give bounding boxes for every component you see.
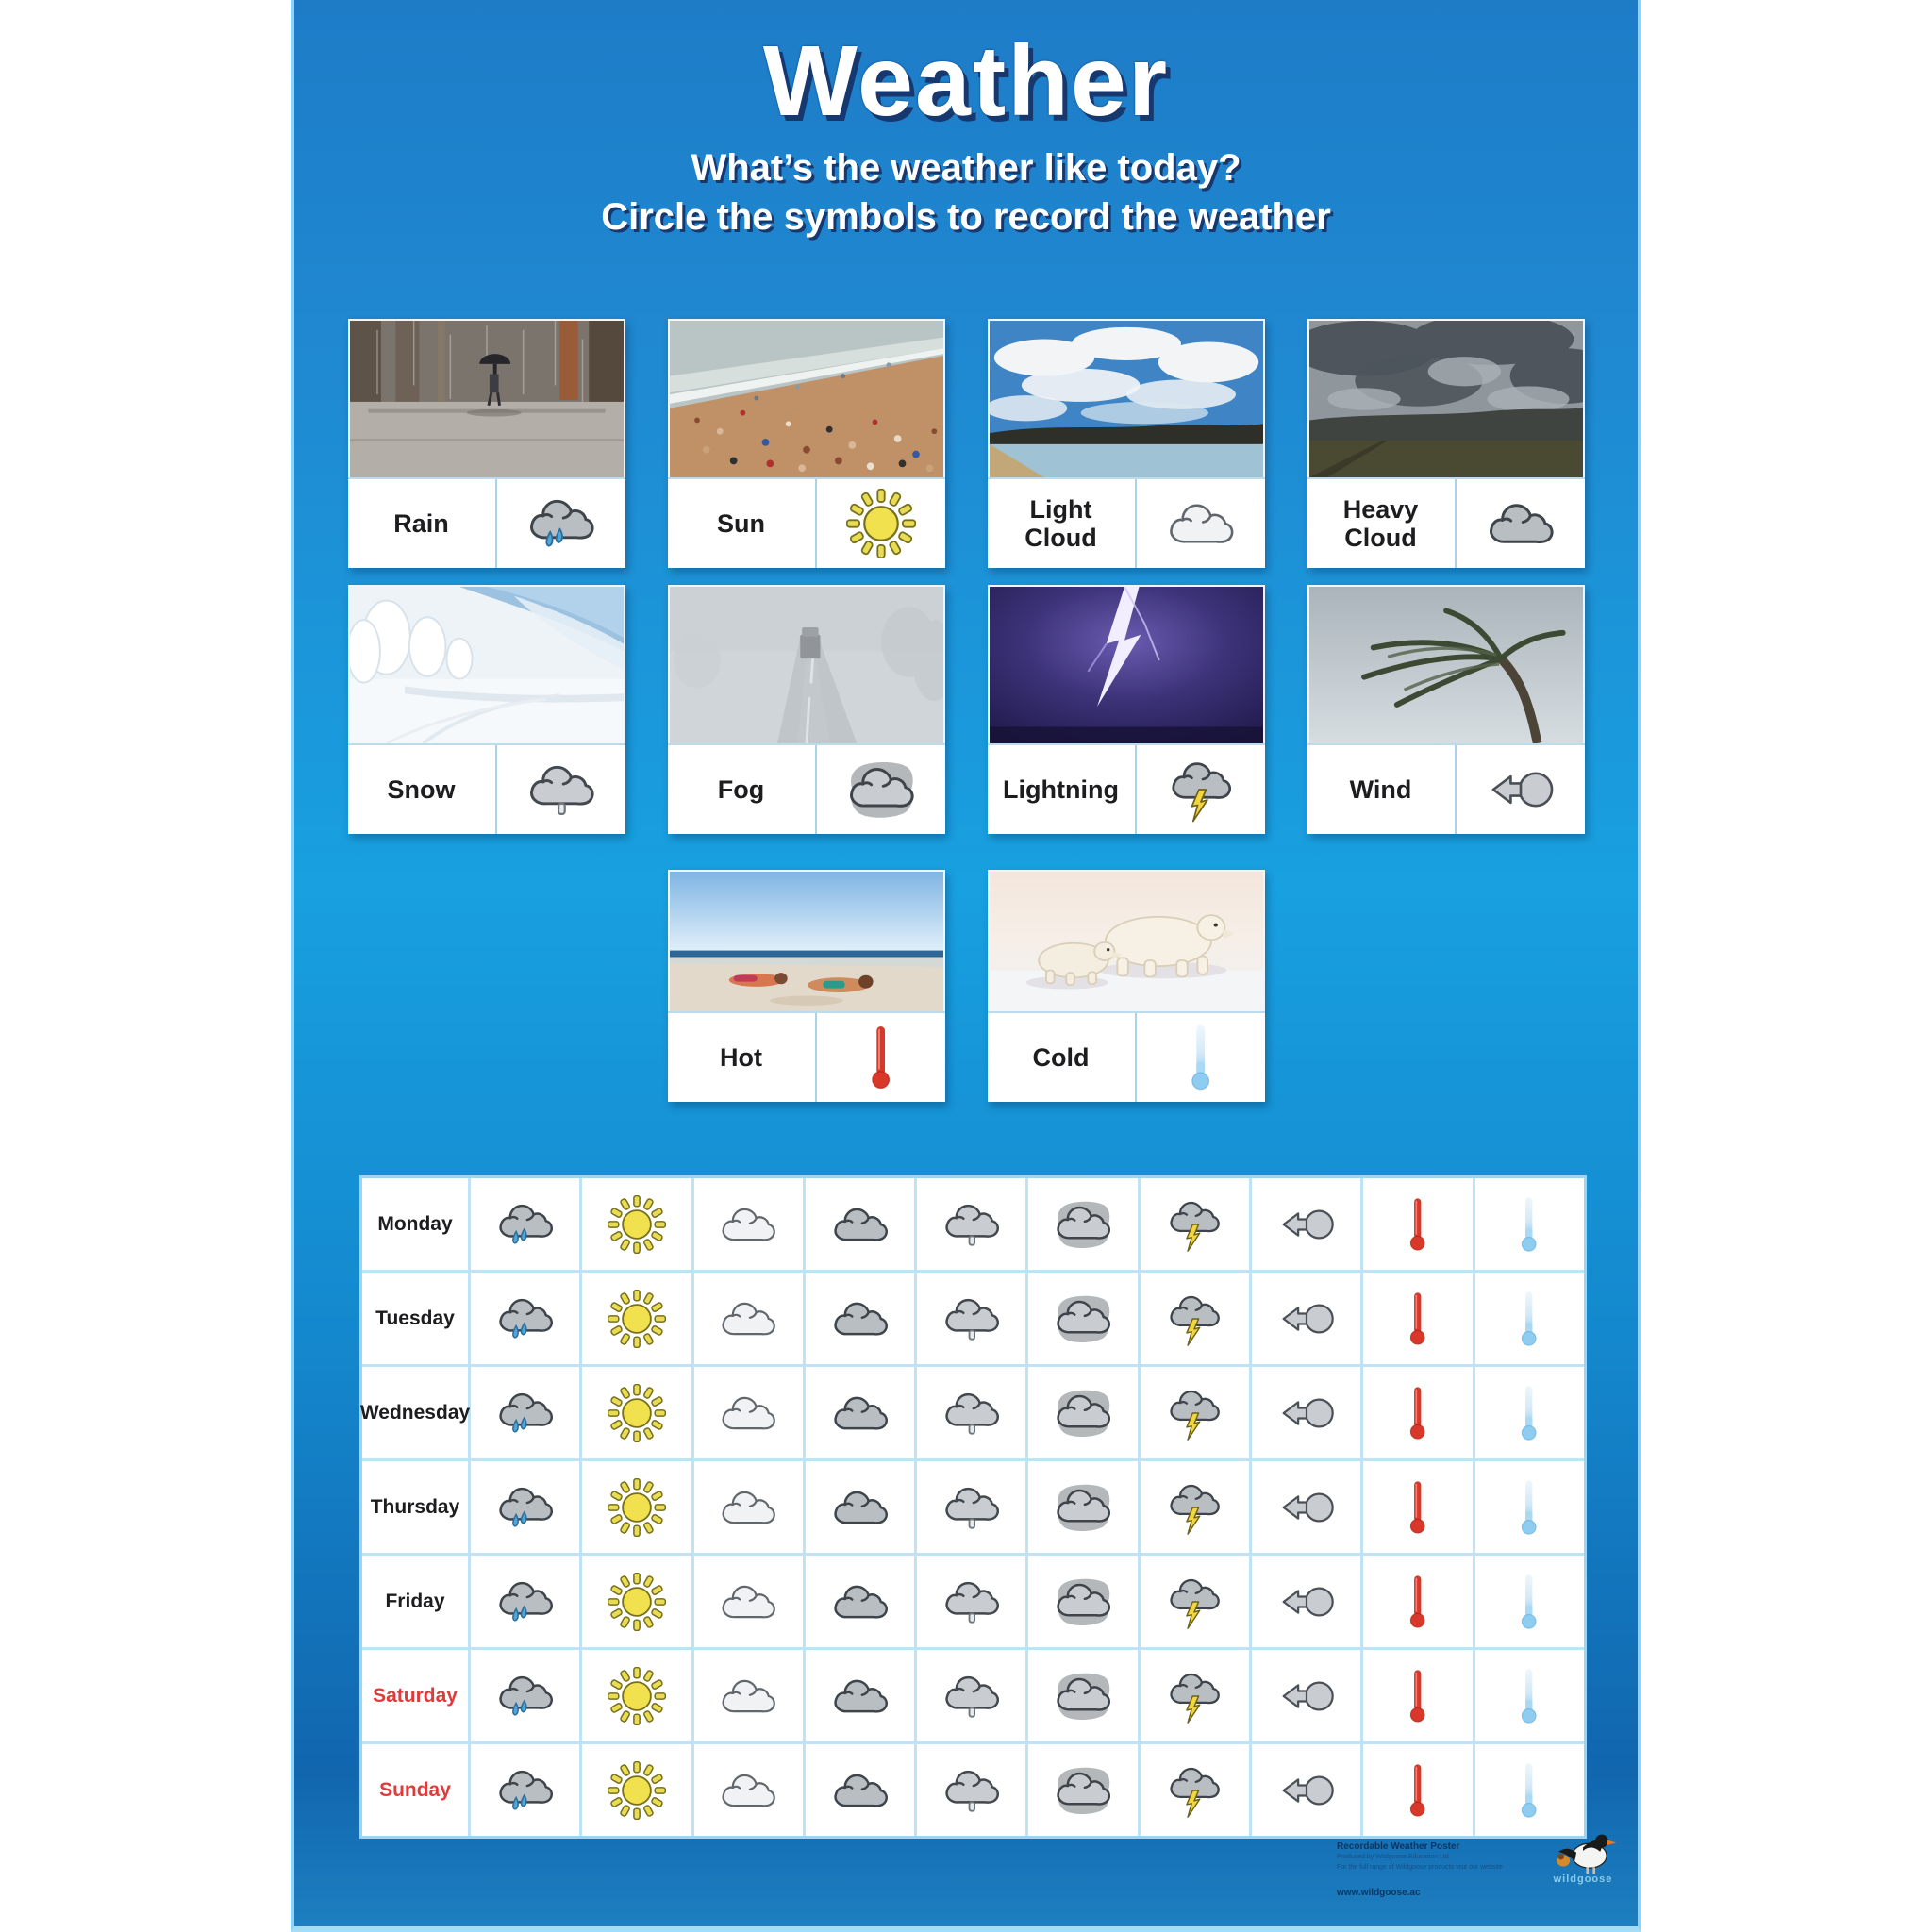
fog-icon [1054,1290,1112,1348]
lightning-icon [1165,1573,1224,1631]
weather-poster [291,0,1641,1932]
lightning-cell [1141,1178,1252,1270]
cold-cell [1475,1367,1584,1458]
sun-icon [608,1667,666,1725]
rain-cell [471,1650,582,1741]
rain-cell [471,1367,582,1458]
rain-cell [471,1556,582,1647]
lightning-cell [1141,1744,1252,1836]
card-label: Fog [668,745,817,834]
wind-cell [1252,1367,1363,1458]
lightning-cell [1141,1367,1252,1458]
weather-card-snow [348,585,625,834]
card-label-bar [988,1011,1265,1102]
light-clouds-over-lake-photo [988,319,1265,477]
fog-cell [1028,1556,1140,1647]
sun-icon [608,1195,666,1254]
day-label-saturday: Saturday [362,1650,471,1741]
day-label-monday: Monday [362,1178,471,1270]
cloud-heavy-cell [806,1744,917,1836]
footer-website: www.wildgoose.ac [1337,1887,1421,1898]
cloud-light-icon [719,1761,777,1820]
card-label-bar [1307,477,1585,568]
hot-icon [1389,1384,1447,1442]
snow-cell [917,1744,1028,1836]
sun-icon [608,1761,666,1820]
cloud-light-icon [719,1384,777,1442]
weather-card-rain [348,319,625,568]
sun-cell [582,1650,693,1741]
weather-card-hot [668,870,945,1102]
hot-cell [1363,1178,1474,1270]
card-symbol-cell [1457,745,1585,834]
cold-cell [1475,1556,1584,1647]
rain-cell [471,1178,582,1270]
fog-icon [1054,1195,1112,1254]
cloud-heavy-icon [831,1478,890,1537]
snow-cell [917,1367,1028,1458]
sun-cell [582,1178,693,1270]
cloud-heavy-icon [831,1195,890,1254]
wind-cell [1252,1744,1363,1836]
snow-icon [942,1290,1001,1348]
card-symbol-cell [817,745,945,834]
wind-icon [1277,1573,1336,1631]
lightning-night-sky-photo [988,585,1265,743]
hot-icon [1389,1290,1447,1348]
card-label-bar [668,743,945,834]
snow-icon [942,1384,1001,1442]
card-label: Wind [1307,745,1457,834]
rainy-street-photo [348,319,625,477]
card-label-bar [348,743,625,834]
card-label: Sun [668,479,817,568]
cloud-heavy-cell [806,1178,917,1270]
cold-icon [1500,1290,1558,1348]
wind-icon [1486,755,1556,824]
fog-cell [1028,1273,1140,1364]
card-label-bar [1307,743,1585,834]
cloud-heavy-cell [806,1556,917,1647]
snow-cell [917,1273,1028,1364]
footer-credit-line-2: For the full range of Wildgoose products visit our website [1337,1863,1503,1871]
week-row-monday [362,1178,1584,1273]
cloud-light-cell [694,1650,806,1741]
cloud-heavy-cell [806,1273,917,1364]
card-label-bar [988,743,1265,834]
card-symbol-cell [1137,745,1265,834]
weather-card-cold [988,870,1265,1102]
lightning-icon [1165,1478,1224,1537]
fog-icon [1054,1478,1112,1537]
snow-icon [942,1573,1001,1631]
cloud-heavy-cell [806,1650,917,1741]
wind-cell [1252,1556,1363,1647]
cold-icon [1166,1023,1236,1092]
hot-cell [1363,1367,1474,1458]
cloud-heavy-icon [831,1761,890,1820]
rain-icon [496,1384,555,1442]
cold-cell [1475,1178,1584,1270]
card-label: Lightning [988,745,1137,834]
fog-cell [1028,1367,1140,1458]
snow-cell [917,1556,1028,1647]
snow-icon [942,1667,1001,1725]
card-label: Hot [668,1013,817,1102]
wind-icon [1277,1290,1336,1348]
hot-cell [1363,1744,1474,1836]
sun-cell [582,1273,693,1364]
week-row-wednesday [359,1367,1584,1461]
wind-icon [1277,1667,1336,1725]
card-symbol-cell [817,479,945,568]
card-symbol-cell [1137,479,1265,568]
cloud-heavy-cell [806,1367,917,1458]
wind-icon [1277,1761,1336,1820]
card-label: Light Cloud [988,479,1137,568]
wind-cell [1252,1650,1363,1741]
cloud-heavy-icon [831,1290,890,1348]
fog-icon [1054,1573,1112,1631]
hot-icon [1389,1573,1447,1631]
hot-icon [1389,1761,1447,1820]
sun-cell [582,1367,693,1458]
wind-icon [1277,1195,1336,1254]
hot-icon [846,1023,916,1092]
card-row-3 [294,870,1638,1102]
storm-clouds-over-hills-photo [1307,319,1585,477]
card-label: Rain [348,479,497,568]
weather-card-fog [668,585,945,834]
rain-cell [471,1461,582,1553]
wildgoose-logo [1547,1826,1619,1885]
hot-cell [1363,1273,1474,1364]
cloud-light-cell [694,1556,806,1647]
fog-cell [1028,1650,1140,1741]
sunbathers-on-beach-photo [668,870,945,1011]
cold-icon [1500,1761,1558,1820]
palm-tree-in-wind-photo [1307,585,1585,743]
lightning-icon [1166,755,1236,824]
polar-bears-on-snow-photo [988,870,1265,1011]
card-symbol-cell [817,1013,945,1102]
fog-icon [846,755,916,824]
day-label-wednesday: Wednesday [362,1367,471,1458]
card-label-bar [348,477,625,568]
sun-icon [608,1384,666,1442]
hot-cell [1363,1650,1474,1741]
cold-cell [1475,1273,1584,1364]
card-row-1 [294,319,1638,568]
snowy-road-and-trees-photo [348,585,625,743]
rain-icon [496,1573,555,1631]
card-label-bar [668,477,945,568]
weather-card-lightning [988,585,1265,834]
snow-icon [526,755,596,824]
lightning-icon [1165,1667,1224,1725]
footer-credits [1337,1841,1563,1898]
rain-icon [496,1195,555,1254]
sun-cell [582,1556,693,1647]
weather-card-wind [1307,585,1585,834]
hot-icon [1389,1667,1447,1725]
subtitle-line-2: Circle the symbols to record the weather [601,196,1331,238]
cloud-light-icon [719,1478,777,1537]
card-row-2 [294,585,1638,834]
cold-cell [1475,1461,1584,1553]
subtitle-line-1: What’s the weather like today? [691,147,1241,189]
day-label-sunday: Sunday [362,1744,471,1836]
snow-icon [942,1195,1001,1254]
day-label-thursday: Thursday [362,1461,471,1553]
weather-card-sun [668,319,945,568]
cloud-light-icon [719,1667,777,1725]
hot-icon [1389,1478,1447,1537]
card-label: Cold [988,1013,1137,1102]
foggy-road-with-truck-photo [668,585,945,743]
snow-icon [942,1761,1001,1820]
wildgoose-logo-text: wildgoose [1553,1874,1613,1885]
cold-icon [1500,1478,1558,1537]
cold-icon [1500,1667,1558,1725]
cloud-light-cell [694,1461,806,1553]
cold-icon [1500,1384,1558,1442]
lightning-icon [1165,1195,1224,1254]
fog-cell [1028,1744,1140,1836]
wind-cell [1252,1178,1363,1270]
cloud-heavy-icon [831,1667,890,1725]
hot-cell [1363,1461,1474,1553]
lightning-cell [1141,1273,1252,1364]
rain-icon [496,1761,555,1820]
card-label-bar [988,477,1265,568]
sun-icon [846,489,916,558]
lightning-icon [1165,1761,1224,1820]
lightning-icon [1165,1384,1224,1442]
hot-cell [1363,1556,1474,1647]
footer-product-title: Recordable Weather Poster [1337,1841,1460,1852]
week-row-saturday [362,1650,1584,1744]
wind-cell [1252,1273,1363,1364]
day-label-tuesday: Tuesday [362,1273,471,1364]
cold-icon [1500,1573,1558,1631]
wildgoose-bird-icon [1550,1826,1616,1875]
cloud-light-cell [694,1744,806,1836]
poster-title: Weather [762,25,1170,137]
wind-icon [1277,1478,1336,1537]
cloud-light-icon [719,1195,777,1254]
fog-cell [1028,1178,1140,1270]
crowded-beach-photo [668,319,945,477]
cold-icon [1500,1195,1558,1254]
rain-icon [496,1667,555,1725]
day-label-friday: Friday [362,1556,471,1647]
fog-icon [1054,1761,1112,1820]
cloud-light-icon [719,1290,777,1348]
card-label: Snow [348,745,497,834]
snow-cell [917,1461,1028,1553]
cloud-light-icon [1166,489,1236,558]
card-label-bar [668,1011,945,1102]
sun-icon [608,1573,666,1631]
rain-cell [471,1744,582,1836]
cloud-light-cell [694,1273,806,1364]
cold-cell [1475,1744,1584,1836]
card-symbol-cell [1137,1013,1265,1102]
snow-icon [942,1478,1001,1537]
lightning-cell [1141,1556,1252,1647]
wind-icon [1277,1384,1336,1442]
week-row-thursday [362,1461,1584,1556]
rain-icon [526,489,596,558]
rain-cell [471,1273,582,1364]
lightning-icon [1165,1290,1224,1348]
weather-card-cloud-heavy [1307,319,1585,568]
sun-cell [582,1744,693,1836]
cloud-heavy-icon [831,1573,890,1631]
fog-icon [1054,1384,1112,1442]
cloud-heavy-icon [831,1384,890,1442]
sun-icon [608,1478,666,1537]
cold-cell [1475,1650,1584,1741]
card-symbol-cell [497,745,625,834]
wind-cell [1252,1461,1363,1553]
snow-cell [917,1178,1028,1270]
hot-icon [1389,1195,1447,1254]
weekly-weather-table [359,1175,1587,1839]
cloud-heavy-cell [806,1461,917,1553]
weather-card-cloud-light [988,319,1265,568]
cloud-light-cell [694,1367,806,1458]
footer-credit-line-1: Produced by Wildgoose Education Ltd [1337,1854,1449,1860]
lightning-cell [1141,1461,1252,1553]
lightning-cell [1141,1650,1252,1741]
sun-cell [582,1461,693,1553]
week-row-sunday [362,1744,1584,1836]
sun-icon [608,1290,666,1348]
week-row-friday [362,1556,1584,1650]
snow-cell [917,1650,1028,1741]
cloud-light-icon [719,1573,777,1631]
rain-icon [496,1478,555,1537]
poster-subtitle [294,143,1638,242]
cloud-heavy-icon [1486,489,1556,558]
week-row-tuesday [362,1273,1584,1367]
card-symbol-cell [497,479,625,568]
card-label: Heavy Cloud [1307,479,1457,568]
rain-icon [496,1290,555,1348]
card-symbol-cell [1457,479,1585,568]
cloud-light-cell [694,1178,806,1270]
fog-icon [1054,1667,1112,1725]
fog-cell [1028,1461,1140,1553]
